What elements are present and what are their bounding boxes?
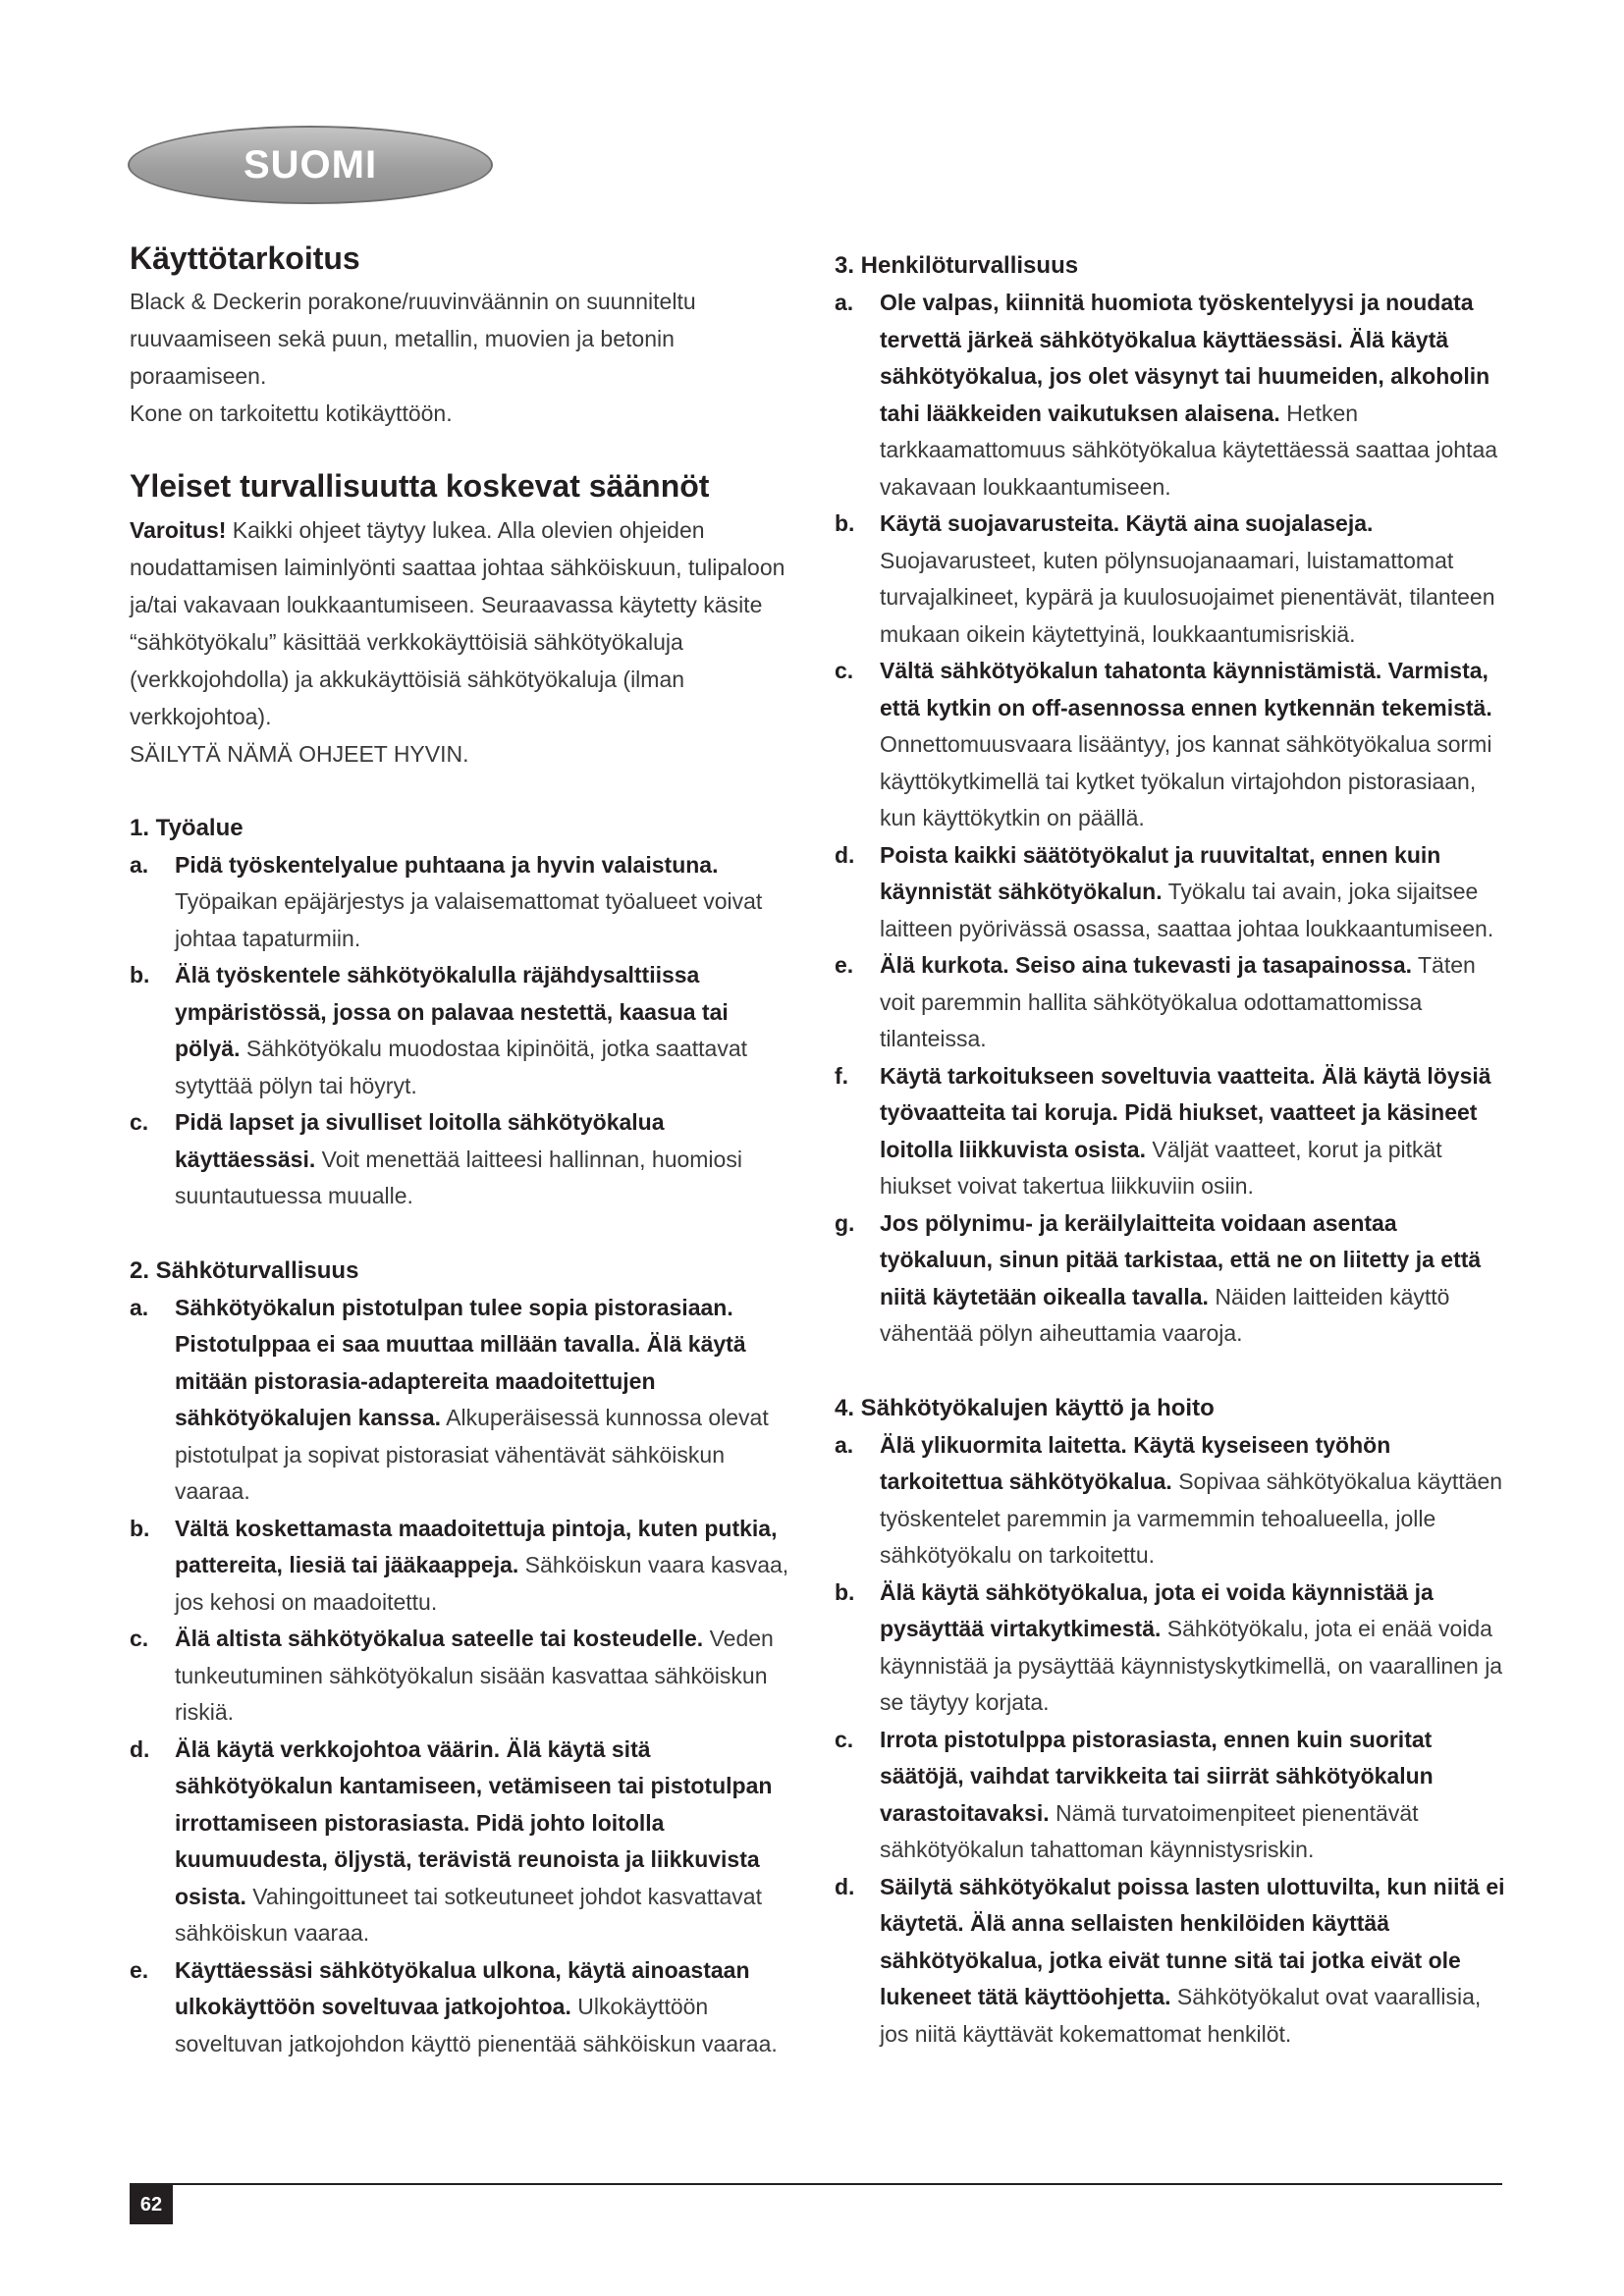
section-personal-safety [835,247,1512,1353]
section-heading: 3. Henkilöturvallisuus [835,252,1079,279]
list-item: a. Ole valpas, kiinnitä huomiota työskentelyysi ja noudata tervettä järkeä sähkötyökalua käyttäessäsi. Älä käytä sähkötyökalua, jos olet väsynyt tai huumeiden, alkoholin tahi lääkkeiden vaikutuksen alaisena. Hetken tarkkaamattomuus sähkötyökalua käytettäessä saattaa johtaa vakavaan loukkaantumiseen. [835,290,1498,500]
list-item: a. Älä ylikuormita laitetta. Käytä kyseiseen työhön tarkoitettua sähkötyökalua. Sopivaa sähkötyökalua käyttäen työskentelet paremmin ja varmemmin tehoalueella, jolle sähkötyökalu on tarkoitettu. [835,1431,1503,1568]
list-item: c. Irrota pistotulppa pistorasiasta, ennen kuin suoritat säätöjä, vaihdat tarvikkeita tai siirrät sähkötyökalun varastoitavaksi. Nämä turvatoimenpiteet pienentävät sähkötyökalun tahattoman käynnistysriskin. [835,1726,1434,1862]
list-item: e. Älä kurkota. Seiso aina tukevasti ja tasapainossa. Täten voit paremmin hallita sähkötyökalua odottamattomissa tilanteissa. [835,952,1476,1051]
list-item: d. Säilytä sähkötyökalut poissa lasten ulottuvilta, kun niitä ei käytetä. Älä anna sellaisten henkilöiden käyttää sähkötyökalua, jotka eivät tunne sitä tai jotka eivät ole lukeneet tätä käyttöohjetta. Sähkötyökalut ovat vaarallisia, jos niitä käyttävät kokemattomat henkilöt. [835,1873,1505,2047]
section-heading: 2. Sähköturvallisuus [130,1256,359,1284]
list-item: d. Poista kaikki säätötyökalut ja ruuvitaltat, ennen kuin käynnistät sähkötyökalun. Työkalu tai avain, joka sijaitsee laitteen pyörivässä osassa, saattaa johtaa loukkaantumiseen. [835,841,1494,941]
language-label: SUOMI [243,142,378,187]
intended-use-text: Black & Deckerin porakone/ruuvinväännin on suunniteltu ruuvaamiseen sekä puun, metallin, muovien ja betonin poraamiseen. [130,289,696,390]
list-item: f. Käytä tarkoitukseen soveltuvia vaatteita. Älä käytä löysiä työvaatteita tai koruja. Pidä hiukset, vaatteet ja käsineet loitolla liikkuvista osista. Väljät vaatteet, korut ja pitkät hiukset voivat takertua liikkuviin osiin. [835,1062,1491,1199]
intended-use-title: Käyttötarkoitus [130,240,360,276]
list-item: e. Käyttäessäsi sähkötyökalua ulkona, käytä ainoastaan ulkokäyttöön soveltuvaa jatkojohtoa. Ulkokäyttöön soveltuvan jatkojohdon käyttö pienentää sähköiskun vaaraa. [130,1956,778,2056]
right-column [835,247,1512,2053]
list-item: c. Pidä lapset ja sivulliset loitolla sähkötyökalua käyttäessäsi. Voit menettää laitteesi hallinnan, huomiosi suuntautuessa muualle. [130,1109,742,1209]
list-item: a. Pidä työskentelyalue puhtaana ja hyvin valaistuna. Työpaikan epäjärjestys ja valaisemattomat työalueet voivat johtaa tapaturmiin. [130,851,763,951]
safety-warning [130,511,797,735]
list-item: d. Älä käytä verkkojohtoa väärin. Älä käytä sitä sähkötyökalun kantamiseen, vetämiseen tai pistotulpan irrottamiseen pistorasiasta. Pidä johto loitolla kuumuudesta, öljystä, terävistä reunoista ja liikkuvista osista. Vahingoittuneet tai sotkeutuneet johdot kasvattavat sähköiskun vaaraa. [130,1735,773,1947]
footer-divider [130,2183,1502,2185]
list-item: c. Vältä sähkötyökalun tahatonta käynnistämistä. Varmista, että kytkin on off-asennossa ennen kytkennän tekemistä. Onnettomuusvaara lisääntyy, jos kannat sähkötyökalua sormi käyttökytkimellä tai kytket työkalun virtajohdon pistorasiaan, kun käyttökytkin on päällä. [835,658,1492,830]
section-electrical-safety [130,1253,797,2063]
list-item: b. Käytä suojavarusteita. Käytä aina suojalaseja. Suojavarusteet, kuten pölynsuojanaamari, luistamattomat turvajalkineet, kypärä ja kuulosuojaimet pienentävät, tilanteen mukaan oikein käytettyinä, loukkaantumisriskiä. [835,510,1495,647]
safety-title: Yleiset turvallisuutta koskevat säännöt [130,468,710,505]
warning-label: Varoitus! [130,516,227,543]
list-item: a. Sähkötyökalun pistotulpan tulee sopia pistorasiaan. Pistotulppaa ei saa muuttaa millään tavalla. Älä käytä mitään pistorasia-adaptereita maadoitettujen sähkötyökalujen kanssa. Alkuperäisessä kunnossa olevat pistotulpat ja sopivat pistorasiat vähentävät sähköiskun vaaraa. [130,1294,769,1505]
left-column [130,240,797,2062]
section-heading: 4. Sähkötyökalujen käyttö ja hoito [835,1394,1215,1421]
section-work-area [130,810,797,1215]
section-tool-use-care [835,1390,1512,2054]
section-heading: 1. Työalue [130,814,244,841]
keep-instructions: SÄILYTÄ NÄMÄ OHJEET HYVIN. [130,740,469,767]
page-number: 62 [130,2185,173,2224]
list-item: b. Älä käytä sähkötyökalua, jota ei voida käynnistää ja pysäyttää virtakytkimestä. Sähkötyökalu, jota ei enää voida käynnistää ja pysäyttää käynnistyskytkimellä, on vaarallinen ja se täytyy korjata. [835,1578,1503,1715]
intended-use-home: Kone on tarkoitettu kotikäyttöön. [130,400,453,427]
list-item: b. Älä työskentele sähkötyökalulla räjähdysalttiissa ympäristössä, jossa on palavaa nestettä, kaasua tai pölyä. Sähkötyökalu muodostaa kipinöitä, jotka saattavat sytyttää pölyn tai höyryt. [130,962,748,1098]
language-badge [128,126,493,204]
warning-text: Kaikki ohjeet täytyy lukea. Alla olevien ohjeiden noudattamisen laiminlyönti saattaa johtaa sähköiskuun, tulipaloon ja/tai vakavaan loukkaantumiseen. Seuraavassa käytetty käsite “sähkötyökalu” käsittää verkkokäyttöisiä sähkötyökaluja (verkkojohdolla) ja akkukäyttöisiä sähkötyökaluja (ilman verkkojohtoa). [130,516,785,729]
list-item: b. Vältä koskettamasta maadoitettuja pintoja, kuten putkia, pattereita, liesiä tai jääkaappeja. Sähköiskun vaara kasvaa, jos kehosi on maadoitettu. [130,1515,789,1615]
list-item: c. Älä altista sähkötyökalua sateelle tai kosteudelle. Veden tunkeutuminen sähkötyökalun sisään kasvattaa sähköiskun riskiä. [130,1626,774,1726]
list-item: g. Jos pölynimu- ja keräilylaitteita voidaan asentaa työkaluun, sinun pitää tarkistaa, että ne on liitetty ja että niitä käytetään oikealla tavalla. Näiden laitteiden käyttö vähentää pölyn aiheuttamia vaaroja. [835,1209,1482,1346]
